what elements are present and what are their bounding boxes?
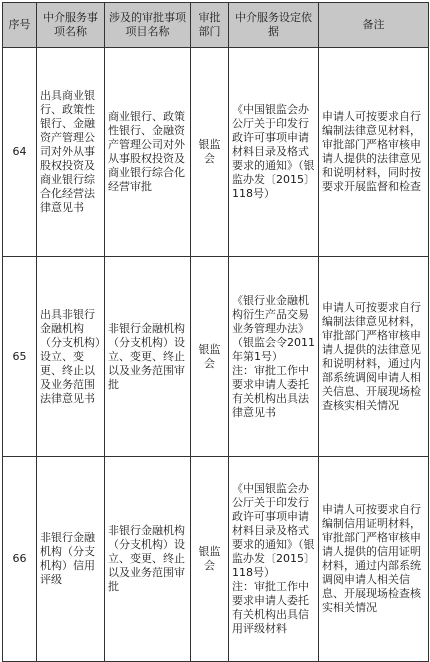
row-dept: 银监会: [191, 457, 229, 662]
header-item-name: 中介服务事项名称: [37, 3, 105, 48]
row-approval-item: 商业银行、政策性银行、金融资产管理公司对外从事股权投资及商业银行综合化经营审批: [105, 48, 191, 257]
row-basis: [229, 48, 319, 257]
header-basis: 中介服务设定依据: [229, 3, 319, 48]
row-no: 64: [3, 48, 37, 257]
basis-text: 《中国银监会办公厅关于印发行政许可事项申请材料目录及格式要求的通知》（银监办发〔2015〕118号）: [232, 103, 315, 200]
header-approval-item: 涉及的审批事项项目名称: [105, 3, 191, 48]
basis-note: 注：审批工作中要求申请人委托有关机构出具法律意见书: [232, 363, 309, 419]
service-items-table: [2, 2, 429, 662]
header-dept: 审批部门: [191, 3, 229, 48]
row-item-name: 非银行金融机构（分支机构）信用评级: [37, 457, 105, 662]
row-note: 申请人可按要求自行编制法律意见材料，审批部门严格审核申请人提供的法律意见和说明材料，通过内部系统调阅申请人相关信息、开展现场检查核实相关情况: [319, 257, 429, 457]
table-row: [3, 257, 429, 457]
row-approval-item: 非银行金融机构（分支机构）设立、变更、终止以及业务范围审批: [105, 457, 191, 662]
row-note: 申请人可按要求自行编制法律意见材料，审批部门严格审核申请人提供的法律意见和说明材料，同时按要求开展监督和检查: [319, 48, 429, 257]
table-header: [3, 3, 429, 48]
row-note: 申请人可按要求自行编制信用证明材料，审批部门严格审核申请人提供的信用证明材料，通过内部系统调阅申请人相关信息、开展现场检查核实相关情况: [319, 457, 429, 662]
basis-text: 《中国银监会办公厅关于印发行政许可事项申请材料目录及格式要求的通知》（银监办发〔2015〕118号）: [232, 482, 315, 579]
row-dept: 银监会: [191, 48, 229, 257]
row-no: 65: [3, 257, 37, 457]
row-no: 66: [3, 457, 37, 662]
basis-note: 注：审批工作中要求申请人委托有关机构出具信用评级材料: [232, 580, 309, 635]
header-note: 备注: [319, 3, 429, 48]
row-item-name: 出具非银行金融机构（分支机构）设立、变更、终止以及业务范围法律意见书: [37, 257, 105, 457]
row-approval-item: 非银行金融机构（分支机构）设立、变更、终止以及业务范围审批: [105, 257, 191, 457]
table-row: [3, 457, 429, 662]
row-item-name: 出具商业银行、政策性银行、金融资产管理公司对外从事股权投资及商业银行综合化经营法律意见书: [37, 48, 105, 257]
row-basis: [229, 457, 319, 662]
row-basis: [229, 257, 319, 457]
table-row: [3, 48, 429, 257]
row-dept: 银监会: [191, 257, 229, 457]
basis-text: 《银行业金融机构衍生产品交易业务管理办法》（银监会令2011年第1号）: [232, 293, 315, 363]
header-no: 序号: [3, 3, 37, 48]
